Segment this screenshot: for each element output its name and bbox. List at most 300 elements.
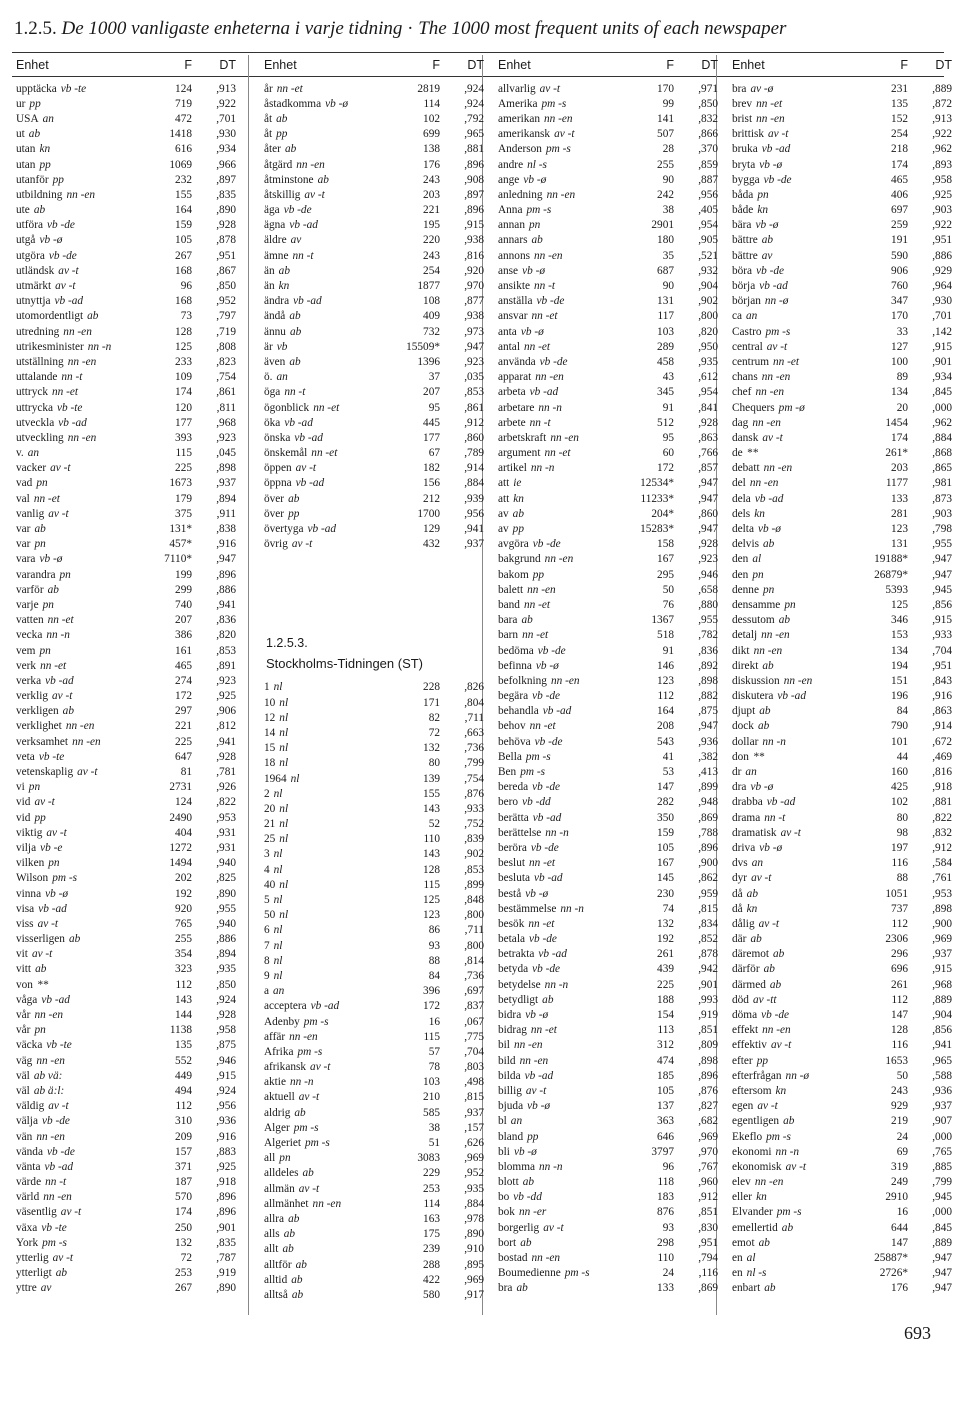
entry-pos-tag: nn -n <box>544 978 569 991</box>
column-divider <box>248 55 249 1315</box>
table-row <box>264 725 486 740</box>
entry-frequency: 95 <box>428 401 440 414</box>
table-row <box>264 370 486 385</box>
entry-unit <box>16 1206 146 1218</box>
entry-word: 40 <box>264 878 276 891</box>
entry-pos-tag: ab <box>34 523 46 536</box>
entry-pos-tag: ab <box>294 1106 306 1119</box>
entry-unit <box>264 864 394 876</box>
entry-dispersion: ,969 <box>464 1152 484 1165</box>
entry-word: bjuda <box>498 1100 524 1113</box>
entry-pos-tag: av -t <box>55 280 76 293</box>
entry-word: vecka <box>16 629 43 642</box>
entry-unit <box>264 386 394 398</box>
entry-dispersion: ,896 <box>698 1069 718 1082</box>
entry-word: vara <box>16 553 36 566</box>
entry-unit <box>16 1237 146 1249</box>
table-row <box>16 400 238 415</box>
entry-dispersion: ,955 <box>216 902 236 915</box>
entry-pos-tag: vb -ad <box>529 386 559 399</box>
table-row <box>732 521 954 536</box>
entry-frequency: 393 <box>175 431 192 444</box>
table-row <box>264 278 486 293</box>
entry-word: varje <box>16 598 39 611</box>
table-row <box>16 324 238 339</box>
entry-pos-tag: av -t <box>543 1221 564 1234</box>
entry-unit <box>498 979 628 991</box>
entry-unit <box>732 933 862 945</box>
entry-frequency: 425 <box>891 781 908 794</box>
table-row <box>498 187 720 202</box>
entry-dispersion: ,916 <box>216 1130 236 1143</box>
entry-frequency: 137 <box>657 1100 674 1113</box>
entry-pos-tag: nl <box>279 878 289 891</box>
entry-word: vit <box>16 948 28 961</box>
entry-word: bruka <box>732 143 758 156</box>
table-row <box>16 248 238 263</box>
table-row <box>16 1144 238 1159</box>
entry-pos-tag: vb -ad <box>41 993 70 1006</box>
entry-dispersion: ,923 <box>216 431 236 444</box>
entry-frequency: 192 <box>175 887 192 900</box>
entry-frequency: 289 <box>657 340 674 353</box>
entry-frequency: 697 <box>891 204 908 217</box>
entry-unit <box>732 462 862 474</box>
entry-pos-tag: av -tt <box>752 993 777 1006</box>
entry-word: 25 <box>264 833 276 846</box>
entry-frequency: 439 <box>657 963 674 976</box>
entry-word: vem <box>16 644 36 657</box>
entry-pos-tag: nn -et <box>544 447 571 460</box>
entry-unit <box>264 1243 394 1255</box>
table-row <box>498 613 720 628</box>
entry-pos-tag: pm -s <box>297 1045 323 1058</box>
entry-word: visa <box>16 902 35 915</box>
entry-unit <box>732 1024 862 1036</box>
entry-unit <box>264 833 394 845</box>
entry-unit <box>732 645 862 657</box>
entry-frequency: 2306 <box>885 933 908 946</box>
entry-pos-tag: nn -en <box>755 386 784 399</box>
entry-word: ca <box>732 310 743 323</box>
entry-word: afrikansk <box>264 1061 307 1074</box>
entry-pos-tag: av <box>40 1282 52 1295</box>
entry-pos-tag: nn -en <box>519 1054 549 1067</box>
entry-frequency: 93 <box>662 1221 674 1234</box>
entry-word: väldig <box>16 1100 45 1113</box>
entry-dispersion: ,809 <box>698 1039 718 1052</box>
entry-dispersion: ,886 <box>932 249 952 262</box>
entry-pos-tag: nn -et <box>529 720 556 733</box>
entry-word: än <box>264 264 275 277</box>
table-row <box>264 999 486 1014</box>
entry-unit <box>16 751 146 763</box>
entry-unit <box>16 1039 146 1051</box>
entry-dispersion: ,907 <box>932 1115 952 1128</box>
entry-unit <box>264 757 394 769</box>
entry-unit <box>732 812 862 824</box>
entry-unit <box>264 447 394 459</box>
entry-dispersion: ,925 <box>216 1160 236 1173</box>
table-row <box>498 1250 720 1265</box>
entry-frequency: 127 <box>891 340 908 353</box>
entry-dispersion: ,922 <box>216 97 236 110</box>
table-row <box>498 704 720 719</box>
table-row <box>264 832 486 847</box>
entry-dispersion: ,981 <box>932 477 952 490</box>
entry-dispersion: ,903 <box>932 204 952 217</box>
entry-dispersion: ,754 <box>216 371 236 384</box>
entry-frequency: 112 <box>891 993 908 1006</box>
entry-dispersion: ,812 <box>216 720 236 733</box>
entry-word: av <box>498 507 509 520</box>
entry-word: betydelse <box>498 978 541 991</box>
entry-pos-tag: vb -ad <box>58 416 87 429</box>
entry-word: vitt <box>16 963 32 976</box>
entry-dispersion: ,884 <box>464 477 484 490</box>
entry-dispersion: ,923 <box>464 355 484 368</box>
entry-frequency: 195 <box>423 219 440 232</box>
entry-unit <box>16 462 146 474</box>
entry-word: bra <box>732 82 747 95</box>
entry-dispersion: ,936 <box>698 735 718 748</box>
entry-word: andre <box>498 158 524 171</box>
entry-word: ägna <box>264 219 286 232</box>
entry-frequency: 295 <box>657 568 674 581</box>
entry-frequency: 170 <box>891 310 908 323</box>
entry-unit <box>16 599 146 611</box>
entry-unit <box>264 98 394 110</box>
entry-word: även <box>264 355 286 368</box>
entry-unit <box>16 1070 146 1082</box>
entry-frequency: 105 <box>657 1084 674 1097</box>
entry-word: brev <box>732 97 753 110</box>
entry-word: Afrika <box>264 1045 294 1058</box>
entry-pos-tag: nn -et <box>523 340 551 353</box>
entry-unit <box>264 1167 394 1179</box>
header-dispersion: DT <box>935 58 952 72</box>
entry-unit <box>264 341 394 353</box>
entry-word: väcka <box>16 1039 43 1052</box>
entry-pos-tag: ab <box>516 1282 528 1295</box>
entry-frequency: 1454 <box>885 416 908 429</box>
entry-dispersion: ,913 <box>932 112 952 125</box>
entry-dispersion: ,884 <box>464 1197 484 1210</box>
entry-word: bl <box>498 1115 507 1128</box>
entry-dispersion: ,792 <box>464 112 484 125</box>
entry-unit <box>498 1131 628 1143</box>
entry-unit <box>498 234 628 246</box>
entry-word: varandra <box>16 568 56 581</box>
entry-word: allmän <box>264 1182 295 1195</box>
entry-unit <box>264 326 394 338</box>
table-row <box>732 1159 954 1174</box>
entry-word: debatt <box>732 462 760 475</box>
entry-frequency: 432 <box>423 538 440 551</box>
entry-dispersion: ,931 <box>216 841 236 854</box>
entry-word: 50 <box>264 909 276 922</box>
table-row <box>264 1257 486 1272</box>
table-row <box>264 96 486 111</box>
entry-dispersion: ,966 <box>216 158 236 171</box>
entry-word: än <box>264 280 275 293</box>
entry-word: utrikesminister <box>16 340 84 353</box>
entry-frequency: 57 <box>428 1045 440 1058</box>
entry-pos-tag: an <box>746 310 758 323</box>
entry-pos-tag: nn -t <box>61 371 83 384</box>
entry-dispersion: ,800 <box>464 909 484 922</box>
column-header <box>498 55 720 75</box>
entry-dispersion: ,970 <box>464 280 484 293</box>
entry-dispersion: ,938 <box>464 310 484 323</box>
entry-dispersion: ,924 <box>464 97 484 110</box>
entry-dispersion: ,370 <box>698 143 718 156</box>
table-row <box>498 415 720 430</box>
table-row <box>264 923 486 938</box>
entry-pos-tag: vb -de <box>534 735 563 748</box>
entry-dispersion: ,892 <box>698 659 718 672</box>
entry-dispersion: ,765 <box>932 1145 952 1158</box>
table-row <box>498 1068 720 1083</box>
table-row <box>16 339 238 354</box>
table-row <box>732 825 954 840</box>
entry-frequency: 96 <box>662 1160 674 1173</box>
entry-frequency: 202 <box>175 872 192 885</box>
entry-word: drabba <box>732 796 763 809</box>
entry-unit <box>264 462 394 474</box>
entry-unit <box>732 979 862 991</box>
entry-pos-tag: nn -en <box>783 674 813 687</box>
entry-unit <box>16 766 146 778</box>
entry-frequency: 112 <box>175 1100 192 1113</box>
table-row <box>16 871 238 886</box>
entry-pos-tag: an <box>273 985 285 998</box>
entry-dispersion: ,933 <box>932 629 952 642</box>
entry-frequency: 2726* <box>879 1267 908 1280</box>
table-row <box>498 552 720 567</box>
entry-unit <box>16 234 146 246</box>
table-row <box>264 1181 486 1196</box>
table-row <box>16 856 238 871</box>
entry-frequency: 90 <box>662 173 674 186</box>
entry-frequency: 3083 <box>417 1152 440 1165</box>
entry-word: behöva <box>498 735 531 748</box>
entry-pos-tag: nn -et <box>311 447 338 460</box>
entry-unit <box>16 493 146 505</box>
column-header <box>264 55 486 75</box>
table-row <box>498 810 720 825</box>
entry-pos-tag: nl <box>273 924 283 937</box>
entry-frequency: 131 <box>891 538 908 551</box>
entry-pos-tag: pm -ø <box>778 401 805 414</box>
entry-word: beslut <box>498 857 525 870</box>
entry-pos-tag: ab <box>289 310 301 323</box>
table-row <box>498 840 720 855</box>
entry-word: ansvar <box>498 310 528 323</box>
entry-word: berättelse <box>498 826 542 839</box>
entry-dispersion: ,612 <box>698 371 718 384</box>
entry-pos-tag: nl <box>279 742 289 755</box>
entry-unit <box>264 493 394 505</box>
table-row <box>264 157 486 172</box>
entry-frequency: 93 <box>428 939 440 952</box>
entry-unit <box>498 462 628 474</box>
entry-frequency: 53 <box>662 766 674 779</box>
entry-word: anta <box>498 325 517 338</box>
entry-pos-tag: av -t <box>52 1252 74 1265</box>
entry-unit <box>264 1259 394 1271</box>
entry-pos-tag: pp <box>276 128 288 141</box>
table-row <box>264 695 486 710</box>
entry-unit <box>498 1070 628 1082</box>
entry-unit <box>498 98 628 110</box>
entry-frequency: 199 <box>175 568 192 581</box>
entry-word: anställa <box>498 295 533 308</box>
entry-frequency: 128 <box>175 325 192 338</box>
table-row <box>732 370 954 385</box>
entry-dispersion: ,947 <box>464 340 484 353</box>
entry-frequency: 103 <box>657 325 674 338</box>
entry-unit <box>16 1267 146 1279</box>
entry-unit <box>498 963 628 975</box>
entry-pos-tag: vb -ø <box>39 553 63 566</box>
entry-unit <box>732 417 862 429</box>
entry-word: denne <box>732 583 759 596</box>
entry-unit <box>16 1191 146 1203</box>
entry-pos-tag: pn <box>48 857 60 870</box>
entry-pos-tag: nl <box>273 894 283 907</box>
entry-word: utan <box>16 143 36 156</box>
entry-pos-tag: an <box>27 447 40 460</box>
entry-unit <box>498 1282 628 1294</box>
entry-pos-tag: pm -s <box>525 750 551 763</box>
table-row <box>16 446 238 461</box>
entry-dispersion: ,922 <box>932 219 952 232</box>
table-row <box>16 901 238 916</box>
entry-unit <box>16 1009 146 1021</box>
entry-frequency: 72 <box>180 1252 192 1265</box>
entry-dispersion: ,905 <box>698 234 718 247</box>
entry-pos-tag: nn -et <box>523 598 551 611</box>
entry-dispersion: ,942 <box>698 963 718 976</box>
entry-word: bestå <box>498 887 522 900</box>
entry-pos-tag: nn -en <box>550 431 579 444</box>
table-row <box>498 932 720 947</box>
entry-dispersion: ,919 <box>698 1009 718 1022</box>
entry-frequency: 95 <box>662 431 674 444</box>
entry-word: väsentlig <box>16 1206 57 1219</box>
header-rule-top <box>12 52 944 53</box>
entry-pos-tag: nn -n <box>289 1076 314 1089</box>
entry-word: åtminstone <box>264 173 314 186</box>
table-row <box>498 764 720 779</box>
entry-frequency: 243 <box>423 249 440 262</box>
entry-pos-tag: av -t <box>34 796 55 809</box>
entry-unit <box>498 796 628 808</box>
column-header <box>16 55 238 75</box>
entry-frequency: 354 <box>175 948 192 961</box>
entry-unit <box>498 1146 628 1158</box>
entry-pos-tag: kn <box>757 204 768 217</box>
entry-dispersion: ,800 <box>698 310 718 323</box>
entry-dispersion: ,920 <box>464 264 484 277</box>
entry-unit <box>264 1107 394 1119</box>
table-row <box>498 719 720 734</box>
entry-dispersion: ,951 <box>698 1236 718 1249</box>
entry-dispersion: ,797 <box>216 310 236 323</box>
entry-dispersion: ,906 <box>216 705 236 718</box>
entry-frequency: 105 <box>175 234 192 247</box>
entry-dispersion: ,878 <box>698 948 718 961</box>
table-row <box>264 476 486 491</box>
entry-unit <box>498 1191 628 1203</box>
entry-dispersion: ,940 <box>216 857 236 870</box>
entry-word: begära <box>498 690 529 703</box>
entry-unit <box>498 660 628 672</box>
entry-pos-tag: vb -ad <box>532 811 562 824</box>
entry-frequency: 2910 <box>885 1191 908 1204</box>
entry-dispersion: ,799 <box>932 1176 952 1189</box>
entry-word: Algeriet <box>264 1137 302 1150</box>
table-row <box>264 187 486 202</box>
entry-frequency: 230 <box>657 887 674 900</box>
entry-dispersion: ,887 <box>698 173 718 186</box>
table-row <box>16 127 238 142</box>
entry-dispersion: ,923 <box>216 674 236 687</box>
entry-frequency: 159 <box>175 219 192 232</box>
table-row <box>498 567 720 582</box>
table-row <box>732 780 954 795</box>
entry-word: betala <box>498 933 525 946</box>
entry-frequency: 696 <box>891 963 908 976</box>
entry-word: Adenby <box>264 1015 300 1028</box>
table-row <box>264 953 486 968</box>
table-row <box>16 142 238 157</box>
entry-word: vid <box>16 811 31 824</box>
table-row <box>16 780 238 795</box>
entry-word: bort <box>498 1236 517 1249</box>
entry-frequency: 167 <box>657 553 674 566</box>
entry-unit <box>16 629 146 641</box>
entry-word: beröra <box>498 841 527 854</box>
entry-word: Anna <box>498 204 523 217</box>
entry-pos-tag: nn -en <box>312 1197 342 1210</box>
entry-dispersion: ,941 <box>932 1039 952 1052</box>
entry-unit <box>264 879 394 891</box>
table-row <box>732 992 954 1007</box>
table-row <box>264 877 486 892</box>
entry-unit <box>16 736 146 748</box>
entry-word: utnyttja <box>16 295 51 308</box>
entry-dispersion: ,931 <box>216 826 236 839</box>
table-row <box>16 628 238 643</box>
entry-pos-tag: an <box>510 1115 523 1128</box>
entry-pos-tag: ab <box>289 325 302 338</box>
entry-pos-tag: al <box>752 553 762 566</box>
table-row <box>498 354 720 369</box>
entry-pos-tag: vb -te <box>57 401 83 414</box>
entry-frequency: 253 <box>175 1267 192 1280</box>
entry-frequency: 133 <box>891 492 908 505</box>
entry-frequency: 172 <box>423 1000 440 1013</box>
entry-dispersion: ,896 <box>216 1206 236 1219</box>
entry-pos-tag: av -t <box>310 1061 331 1074</box>
entry-pos-tag: pm -s <box>293 1121 319 1134</box>
table-row <box>732 947 954 962</box>
entry-dispersion: ,894 <box>216 492 236 505</box>
entry-unit <box>498 888 628 900</box>
entry-dispersion: ,947 <box>932 1267 952 1280</box>
